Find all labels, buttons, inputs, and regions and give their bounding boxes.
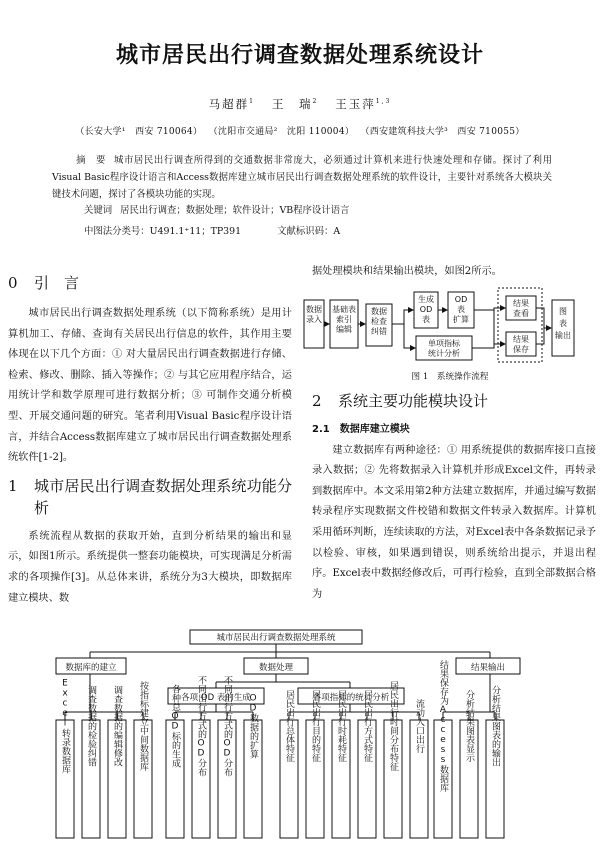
fig1-label-basic-tables: 基础表索引编辑 [332, 305, 356, 334]
clc-number: 中图法分类号：U491.1⁺11；TP391 [84, 226, 242, 237]
section-1-continuation: 据处理模块和结果输出模块，如图2所示。 [312, 266, 502, 277]
section-0-heading: 0 引 言 [8, 274, 80, 292]
fig2-leaf-label: 居民出行目的特征 [310, 690, 320, 762]
keywords [84, 203, 554, 218]
figure-2-module-tree [50, 628, 590, 842]
section-2-1-paragraph: 建立数据库有两种途径：① 用系统提供的数据库接口直接录入数据；② 先将数据录入计算机并形成Excel文件，再转录到数据库中。本文采用第2种方法建立数据库，并通过编写数据转录程序实现数据文件校错和数据文件转录入数据库。计算机采用循环判断，连续读取的方法，对Excel表中各条数据记录予以检验、审核，如果遇到错误，则系统给出提示，并退出程序。Excel表中数据经修改后，可再行检验，直到全部数据合格为 [312, 444, 596, 600]
fig2-leaf-label: 结果保存为Access数据库 [438, 660, 448, 792]
author-line [0, 96, 600, 112]
fig2-sub-stats-label: 各项指标的统计分析 [312, 693, 390, 703]
fig1-label-single-stats: 单项指标统计分析 [428, 339, 460, 358]
section-2-heading: 2 系统主要功能模块设计 [312, 392, 489, 410]
abstract [52, 152, 552, 203]
keywords-text: 居民出行调查；数据处理；软件设计；VB程序设计语言 [120, 205, 350, 216]
affiliations [0, 124, 600, 137]
author-1: 马超群$^1$ [208, 97, 255, 111]
fig1-label-data-entry: 数据录入 [306, 305, 322, 324]
fig2-leaf-label: 调查数据的检验纠错 [86, 685, 96, 767]
fig2-leaf-label: 居民出行方式特征 [362, 690, 372, 762]
fig1-label-result-query: 结果查看 [513, 299, 529, 318]
section-1-heading: 1 城市居民出行调查数据处理系统功能分析 [8, 476, 292, 517]
fig2-sub-od-label: 各项 OD 表的生成 [181, 693, 251, 703]
fig2-leaf-label: 居民出行时间分布特征 [388, 681, 398, 771]
right-column [312, 390, 596, 605]
section-0-paragraph: 城市居民出行调查数据处理系统（以下简称系统）是用计算机加工、存储、查询有关居民出行信息的软件，其作用主要体现在以下几个方面：① 对大量居民出行调查数据进行存储、检索、修改、删除、插入等操作；② 与其它应用程序结合，运用统计学和数学原理可进行数据分析；③ 可制作交通分析模型、开展交通问题的研究。笔者利用Visual Basic程序设计语言，并结合Access数据库建立了城市居民出行调查数据处理系统软件[1-2]。 [8, 308, 292, 464]
fig2-leaf-label: 居民出行时耗特征 [336, 690, 346, 762]
author-3: 王玉萍$^{1,3}$ [335, 97, 392, 111]
affiliation-2: （沈阳市交通局² 沈阳 110004） [208, 127, 355, 137]
fig1-label-result-save: 结果保存 [513, 335, 529, 354]
abstract-text: 城市居民出行调查所得到的交通数据非常庞大，必须通过计算机来进行快速处理和存储。探讨了利用Visual Basic程序设计语言和Access数据库建立城市居民出行调查数据处理系统的软件设计，主要针对系统各大模块关键技术问题，探讨了各模块功能的实现。 [52, 155, 552, 200]
fig2-branch-out-label: 结果输出 [470, 663, 506, 673]
fig2-leaf-label: 调查数据的编辑修改 [112, 685, 122, 767]
fig2-root-label: 城市居民出行调查数据处理系统 [216, 633, 336, 643]
fig1-label-od-expand: OD 表扩算 [453, 295, 469, 324]
paper-title: 城市居民出行调查数据处理系统设计 [115, 43, 484, 68]
doc-code: 文献标识码：A [277, 226, 341, 237]
fig2-leaf-label: 各种总OD标的生成 [170, 684, 180, 768]
fig2-leaf-label: 按指标建立中间数据库 [138, 681, 148, 771]
fig2-leaf-label: 流动人口出行 [414, 699, 424, 753]
fig2-leaf-label: Excel转录数据库 [60, 678, 70, 774]
fig2-leaf-label: 不同出行方式的OD分布 [196, 675, 206, 777]
author-2: 王 瑞$^2$ [271, 97, 319, 111]
keywords-label: 关键词 [84, 205, 113, 216]
fig2-leaf-label: 居民出行总体特征 [284, 690, 294, 762]
fig2-leaf-label: 分析结果图表的输出 [490, 685, 500, 767]
section-2-1-heading: 2.1 数据库建立模块 [312, 424, 410, 435]
fig2-branch-proc-label: 数据处理 [258, 663, 294, 673]
figure-1-flowchart [300, 284, 596, 384]
fig2-leaf-label: 分析结果图表显示 [464, 690, 474, 762]
classification [84, 223, 554, 237]
fig2-branch-db-label: 数据库的建立 [65, 663, 117, 673]
affiliation-3: （西安建筑科技大学³ 西安 710055） [360, 127, 525, 137]
figure-1-caption: 图 1 系统操作流程 [411, 372, 489, 382]
fig1-label-chart-output: 图表输出 [555, 307, 571, 340]
affiliation-1: （长安大学¹ 西安 710064） [75, 127, 203, 137]
fig1-label-data-check: 数据检查纠错 [371, 307, 387, 336]
left-column [8, 272, 292, 609]
fig2-leaf-label: 不同出行方式的OD分布 [222, 675, 232, 777]
abstract-label: 摘 要 [75, 155, 106, 166]
fig2-leaf-label: OD数据的扩算 [248, 693, 258, 759]
fig1-label-gen-od: 生成 OD 表 [418, 295, 434, 324]
section-1-paragraph: 系统流程从数据的获取开始，直到分析结果的输出和显示，如图1所示。系统提供一整套功能模块，可实现满足分析需求的各项操作[3]。从总体来讲，系统分为3大模块，即数据库建立模块、数 [8, 530, 292, 604]
